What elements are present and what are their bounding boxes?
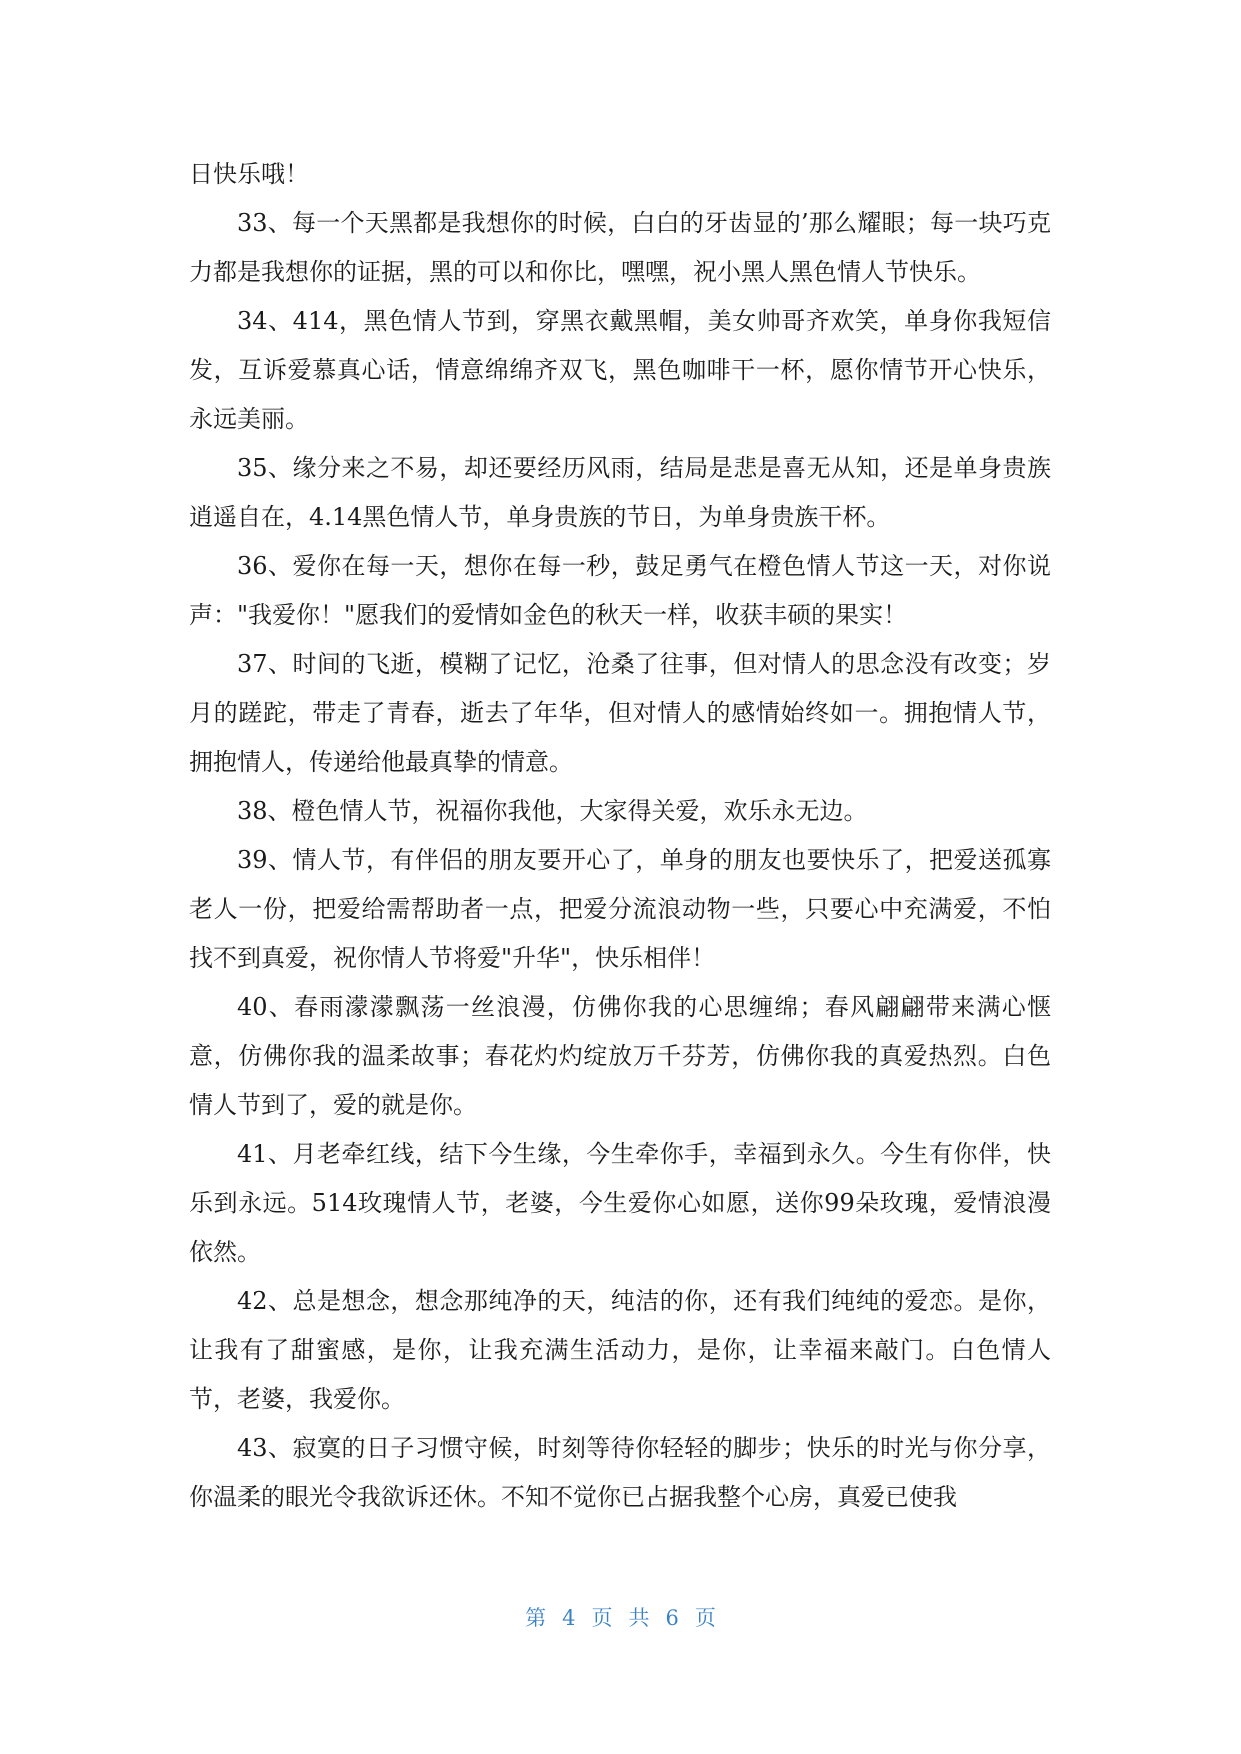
- document-body: [189, 150, 1051, 1522]
- paragraph-35: 35、缘分来之不易，却还要经历风雨，结局是悲是喜无从知，还是单身贵族逍遥自在，4.14黑色情人节，单身贵族的节日，为单身贵族干杯。: [189, 454, 1051, 531]
- paragraph-41: 41、月老牵红线，结下今生缘，今生牵你手，幸福到永久。今生有你伴，快乐到永远。514玫瑰情人节，老婆，今生爱你心如愿，送你99朵玫瑰，爱情浪漫依然。: [189, 1140, 1051, 1266]
- paragraph-42: 42、总是想念，想念那纯净的天，纯洁的你，还有我们纯纯的爱恋。是你，让我有了甜蜜感，是你，让我充满生活动力，是你，让幸福来敲门。白色情人节，老婆，我爱你。: [189, 1287, 1051, 1413]
- paragraph-36: 36、爱你在每一天，想你在每一秒，鼓足勇气在橙色情人节这一天，对你说声："我爱你！"愿我们的爱情如金色的秋天一样，收获丰硕的果实！: [189, 552, 1051, 629]
- paragraph-continuation: 日快乐哦！: [189, 160, 309, 188]
- paragraph-39: 39、情人节，有伴侣的朋友要开心了，单身的朋友也要快乐了，把爱送孤寡老人一份，把爱给需帮助者一点，把爱分流浪动物一些，只要心中充满爱，不怕找不到真爱，祝你情人节将爱"升华"，快乐相伴！: [189, 846, 1051, 972]
- paragraph-38: 38、橙色情人节，祝福你我他，大家得关爱，欢乐永无边。: [237, 797, 868, 825]
- footer-total-pages: 6: [665, 1606, 679, 1630]
- footer-page-word: 第: [525, 1606, 547, 1630]
- footer-total-word: 共: [628, 1606, 650, 1630]
- page-footer: [0, 1602, 1241, 1632]
- footer-current-page: 4: [562, 1606, 576, 1630]
- footer-page-unit: 页: [591, 1606, 613, 1630]
- paragraph-43: 43、寂寞的日子习惯守候，时刻等待你轻轻的脚步；快乐的时光与你分享，你温柔的眼光令我欲诉还休。不知不觉你已占据我整个心房，真爱已使我: [189, 1434, 1051, 1511]
- paragraph-33: 33、每一个天黑都是我想你的时候，白白的牙齿显的’那么耀眼；每一块巧克力都是我想你的证据，黑的可以和你比，嘿嘿，祝小黑人黑色情人节快乐。: [189, 209, 1051, 286]
- paragraph-37: 37、时间的飞逝，模糊了记忆，沧桑了往事，但对情人的思念没有改变；岁月的蹉跎，带走了青春，逝去了年华，但对情人的感情始终如一。拥抱情人节，拥抱情人，传递给他最真挚的情意。: [189, 650, 1051, 776]
- footer-page-unit-end: 页: [694, 1606, 716, 1630]
- paragraph-40: 40、春雨濛濛飘荡一丝浪漫，仿佛你我的心思缠绵；春风翩翩带来满心惬意，仿佛你我的温柔故事；春花灼灼绽放万千芬芳，仿佛你我的真爱热烈。白色情人节到了，爱的就是你。: [189, 993, 1051, 1119]
- paragraph-34: 34、414，黑色情人节到，穿黑衣戴黑帽，美女帅哥齐欢笑，单身你我短信发，互诉爱慕真心话，情意绵绵齐双飞，黑色咖啡干一杯，愿你情节开心快乐，永远美丽。: [189, 307, 1051, 433]
